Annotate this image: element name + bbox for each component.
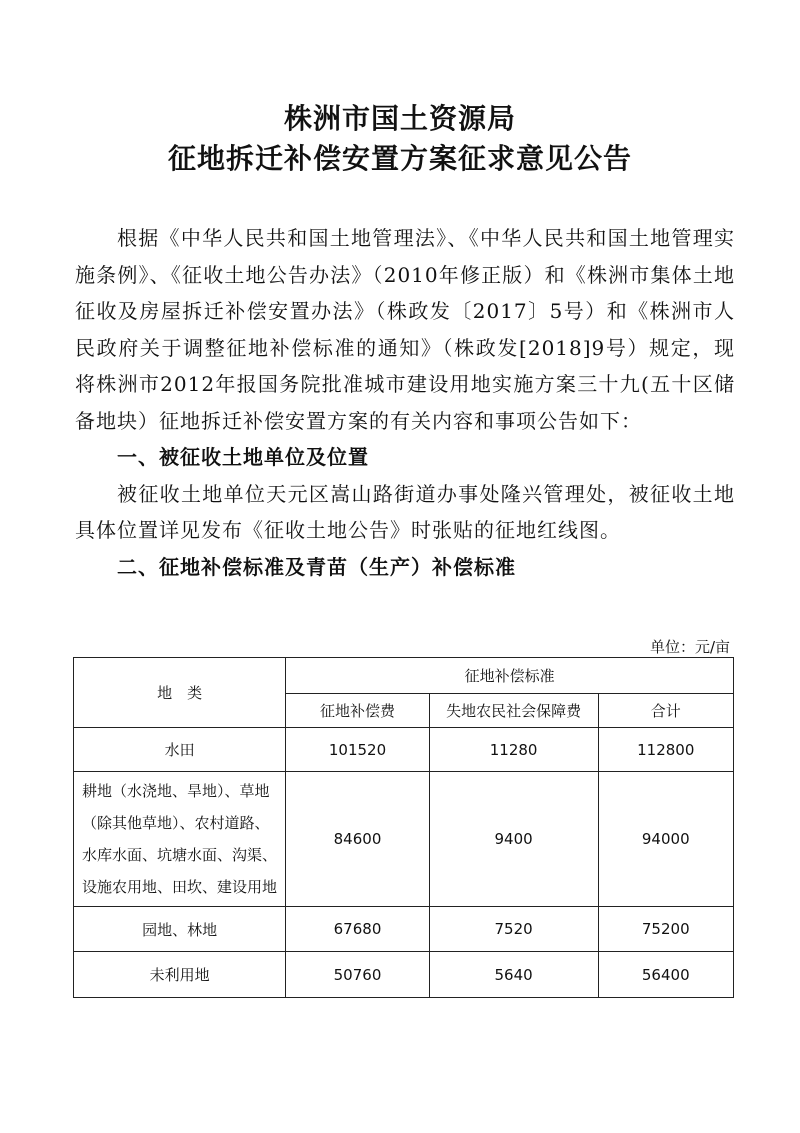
cell-total: 112800 xyxy=(598,728,733,772)
cell-comp-fee: 84600 xyxy=(286,772,429,907)
cell-social-security: 9400 xyxy=(429,772,598,907)
cell-comp-fee: 101520 xyxy=(286,728,429,772)
header-comp-fee: 征地补偿费 xyxy=(286,694,429,728)
table-row xyxy=(74,772,734,907)
cell-social-security: 11280 xyxy=(429,728,598,772)
cell-landtype: 园地、林地 xyxy=(74,907,286,952)
table-row xyxy=(74,728,734,772)
document-title-line2: 征地拆迁补偿安置方案征求意见公告 xyxy=(167,142,632,175)
section1-paragraph: 被征收土地单位天元区嵩山路街道办事处隆兴管理处，被征收土地具体位置详见发布《征收土地公告》时张贴的征地红线图。 xyxy=(75,481,735,542)
cell-landtype: 水田 xyxy=(74,728,286,772)
header-landtype: 地 类 xyxy=(74,658,286,728)
compensation-table xyxy=(73,657,734,998)
header-compensation-standard: 征地补偿标准 xyxy=(286,658,734,694)
table-row xyxy=(74,952,734,998)
unit-label: 单位：元/亩 xyxy=(649,638,730,656)
cell-landtype: 未利用地 xyxy=(74,952,286,998)
cell-social-security: 7520 xyxy=(429,907,598,952)
cell-landtype: 耕地（水浇地、旱地）、草地（除其他草地）、农村道路、水库水面、坑塘水面、沟渠、设施农用地、田坎、建设用地 xyxy=(74,772,286,907)
document-body xyxy=(75,220,735,585)
cell-total: 56400 xyxy=(598,952,733,998)
table-header-row xyxy=(74,658,734,694)
cell-comp-fee: 67680 xyxy=(286,907,429,952)
cell-total: 94000 xyxy=(598,772,733,907)
section1-heading: 一、被征收土地单位及位置 xyxy=(117,445,369,469)
header-social-security: 失地农民社会保障费 xyxy=(429,694,598,728)
cell-total: 75200 xyxy=(598,907,733,952)
header-total: 合计 xyxy=(598,694,733,728)
section2-heading: 二、征地补偿标准及青苗（生产）补偿标准 xyxy=(117,554,516,579)
cell-social-security: 5640 xyxy=(429,952,598,998)
document-title-line1: 株洲市国土资源局 xyxy=(283,102,516,135)
intro-paragraph: 根据《中华人民共和国土地管理法》、《中华人民共和国土地管理实施条例》、《征收土地公告办法》（2010年修正版）和《株洲市集体土地征收及房屋拆迁补偿安置办法》（株政发〔2017〕5号）和《株洲市人民政府关于调整征地补偿标准的通知》（株政发[2018]9号）规定，现将株洲市2012年报国务院批准城市建设用地实施方案三十九(五十区储备地块）征地拆迁补偿安置方案的有关内容和事项公告如下： xyxy=(75,226,735,433)
table-row xyxy=(74,907,734,952)
cell-comp-fee: 50760 xyxy=(286,952,429,998)
